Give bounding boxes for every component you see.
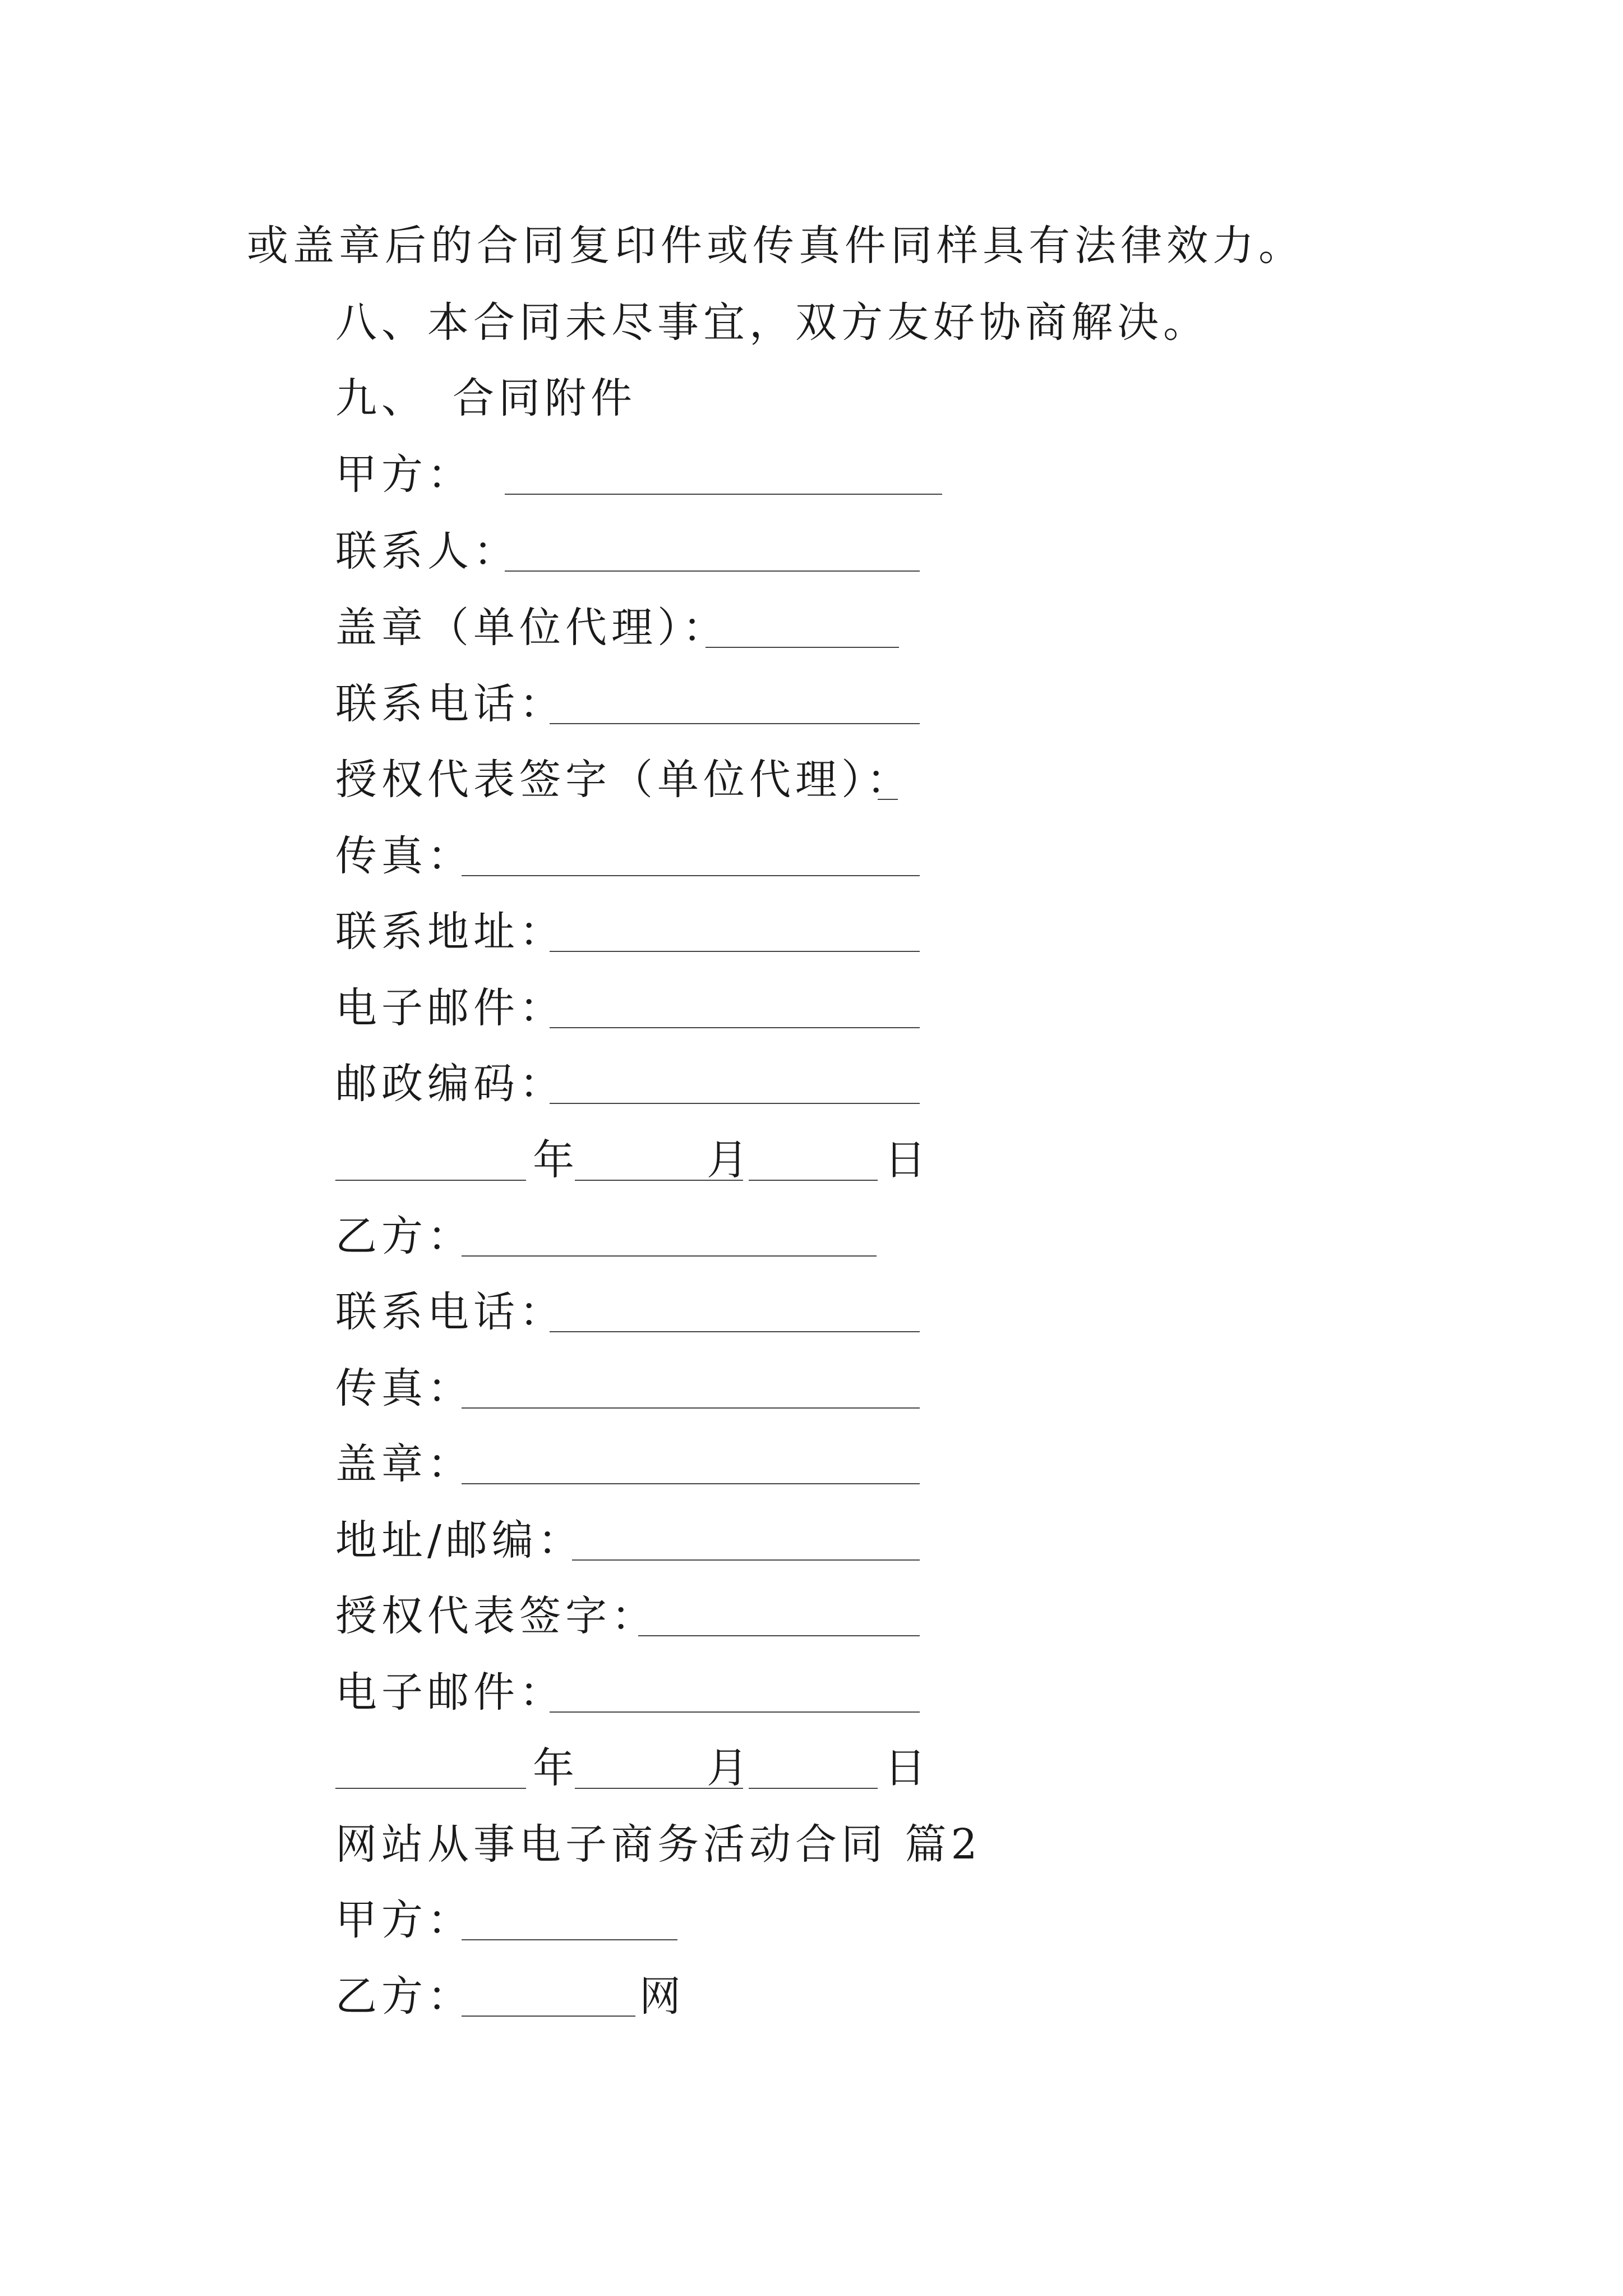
section-2-heading: 网站从事电子商务活动合同 篇2 — [335, 1820, 982, 1869]
party-b-phone-label: 联系电话： — [335, 1288, 565, 1336]
party-b-auth-sign-label: 授权代表签字： — [335, 1592, 657, 1640]
party-a-date-year-label: 年 — [533, 1136, 579, 1184]
paragraph-continuation: 或盖章后的合同复印件或传真件同样具有法律效力。 — [247, 222, 1304, 270]
section-2-party-b-blank — [462, 2016, 635, 2017]
party-b-email-blank — [550, 1711, 920, 1713]
party-b-seal-blank — [462, 1483, 920, 1484]
section-2-party-a-label: 甲方： — [335, 1896, 473, 1944]
party-a-address-blank — [550, 951, 920, 952]
party-a-address-label: 联系地址： — [335, 908, 565, 956]
party-b-address-postcode-label: 地址/邮编： — [335, 1516, 584, 1565]
party-a-contact-person-blank — [505, 570, 920, 572]
section-2-party-b-suffix: 网 — [639, 1972, 685, 2021]
party-b-label: 乙方： — [335, 1212, 473, 1260]
party-a-fax-blank — [462, 875, 920, 876]
section-2-party-b-label: 乙方： — [335, 1972, 473, 2021]
party-b-auth-sign-blank — [638, 1635, 920, 1636]
party-a-phone-label: 联系电话： — [335, 680, 565, 728]
party-a-blank — [505, 494, 942, 495]
party-a-fax-label: 传真： — [335, 832, 473, 880]
party-a-postal-code-label: 邮政编码： — [335, 1060, 565, 1108]
party-a-postal-code-blank — [550, 1103, 920, 1104]
section-2-party-a-blank — [462, 1939, 677, 1940]
party-a-date-day-label: 日 — [884, 1136, 930, 1184]
party-b-date-year-blank — [335, 1788, 526, 1789]
party-b-fax-label: 传真： — [335, 1364, 473, 1412]
party-a-date-month-label: 月 — [707, 1136, 753, 1184]
party-a-phone-blank — [550, 723, 920, 724]
party-a-seal-label: 盖章（单位代理）： — [335, 604, 728, 652]
party-a-auth-sign-label: 授权代表签字（单位代理）： — [335, 756, 912, 804]
party-b-date-month-label: 月 — [707, 1744, 753, 1792]
clause-nine: 九、 合同附件 — [335, 374, 637, 422]
party-b-blank — [462, 1255, 877, 1257]
party-b-seal-label: 盖章： — [335, 1440, 473, 1488]
party-b-date-day-blank — [749, 1788, 878, 1789]
party-b-date-day-label: 日 — [884, 1744, 930, 1792]
party-a-date-day-blank — [749, 1180, 878, 1181]
party-b-address-postcode-blank — [572, 1559, 920, 1561]
party-b-fax-blank — [462, 1407, 920, 1409]
party-a-label: 甲方： — [335, 450, 473, 499]
party-a-contact-person-label: 联系人： — [335, 527, 519, 576]
party-b-phone-blank — [550, 1331, 920, 1332]
party-a-seal-blank — [706, 647, 899, 648]
party-b-date-year-label: 年 — [533, 1744, 579, 1792]
party-a-auth-sign-blank — [878, 799, 898, 800]
party-a-date-year-blank — [335, 1180, 526, 1181]
clause-eight: 八、本合同未尽事宜，双方友好协商解决。 — [335, 298, 1209, 347]
party-b-email-label: 电子邮件： — [335, 1668, 565, 1717]
party-a-email-label: 电子邮件： — [335, 984, 565, 1032]
party-a-email-blank — [550, 1027, 920, 1028]
